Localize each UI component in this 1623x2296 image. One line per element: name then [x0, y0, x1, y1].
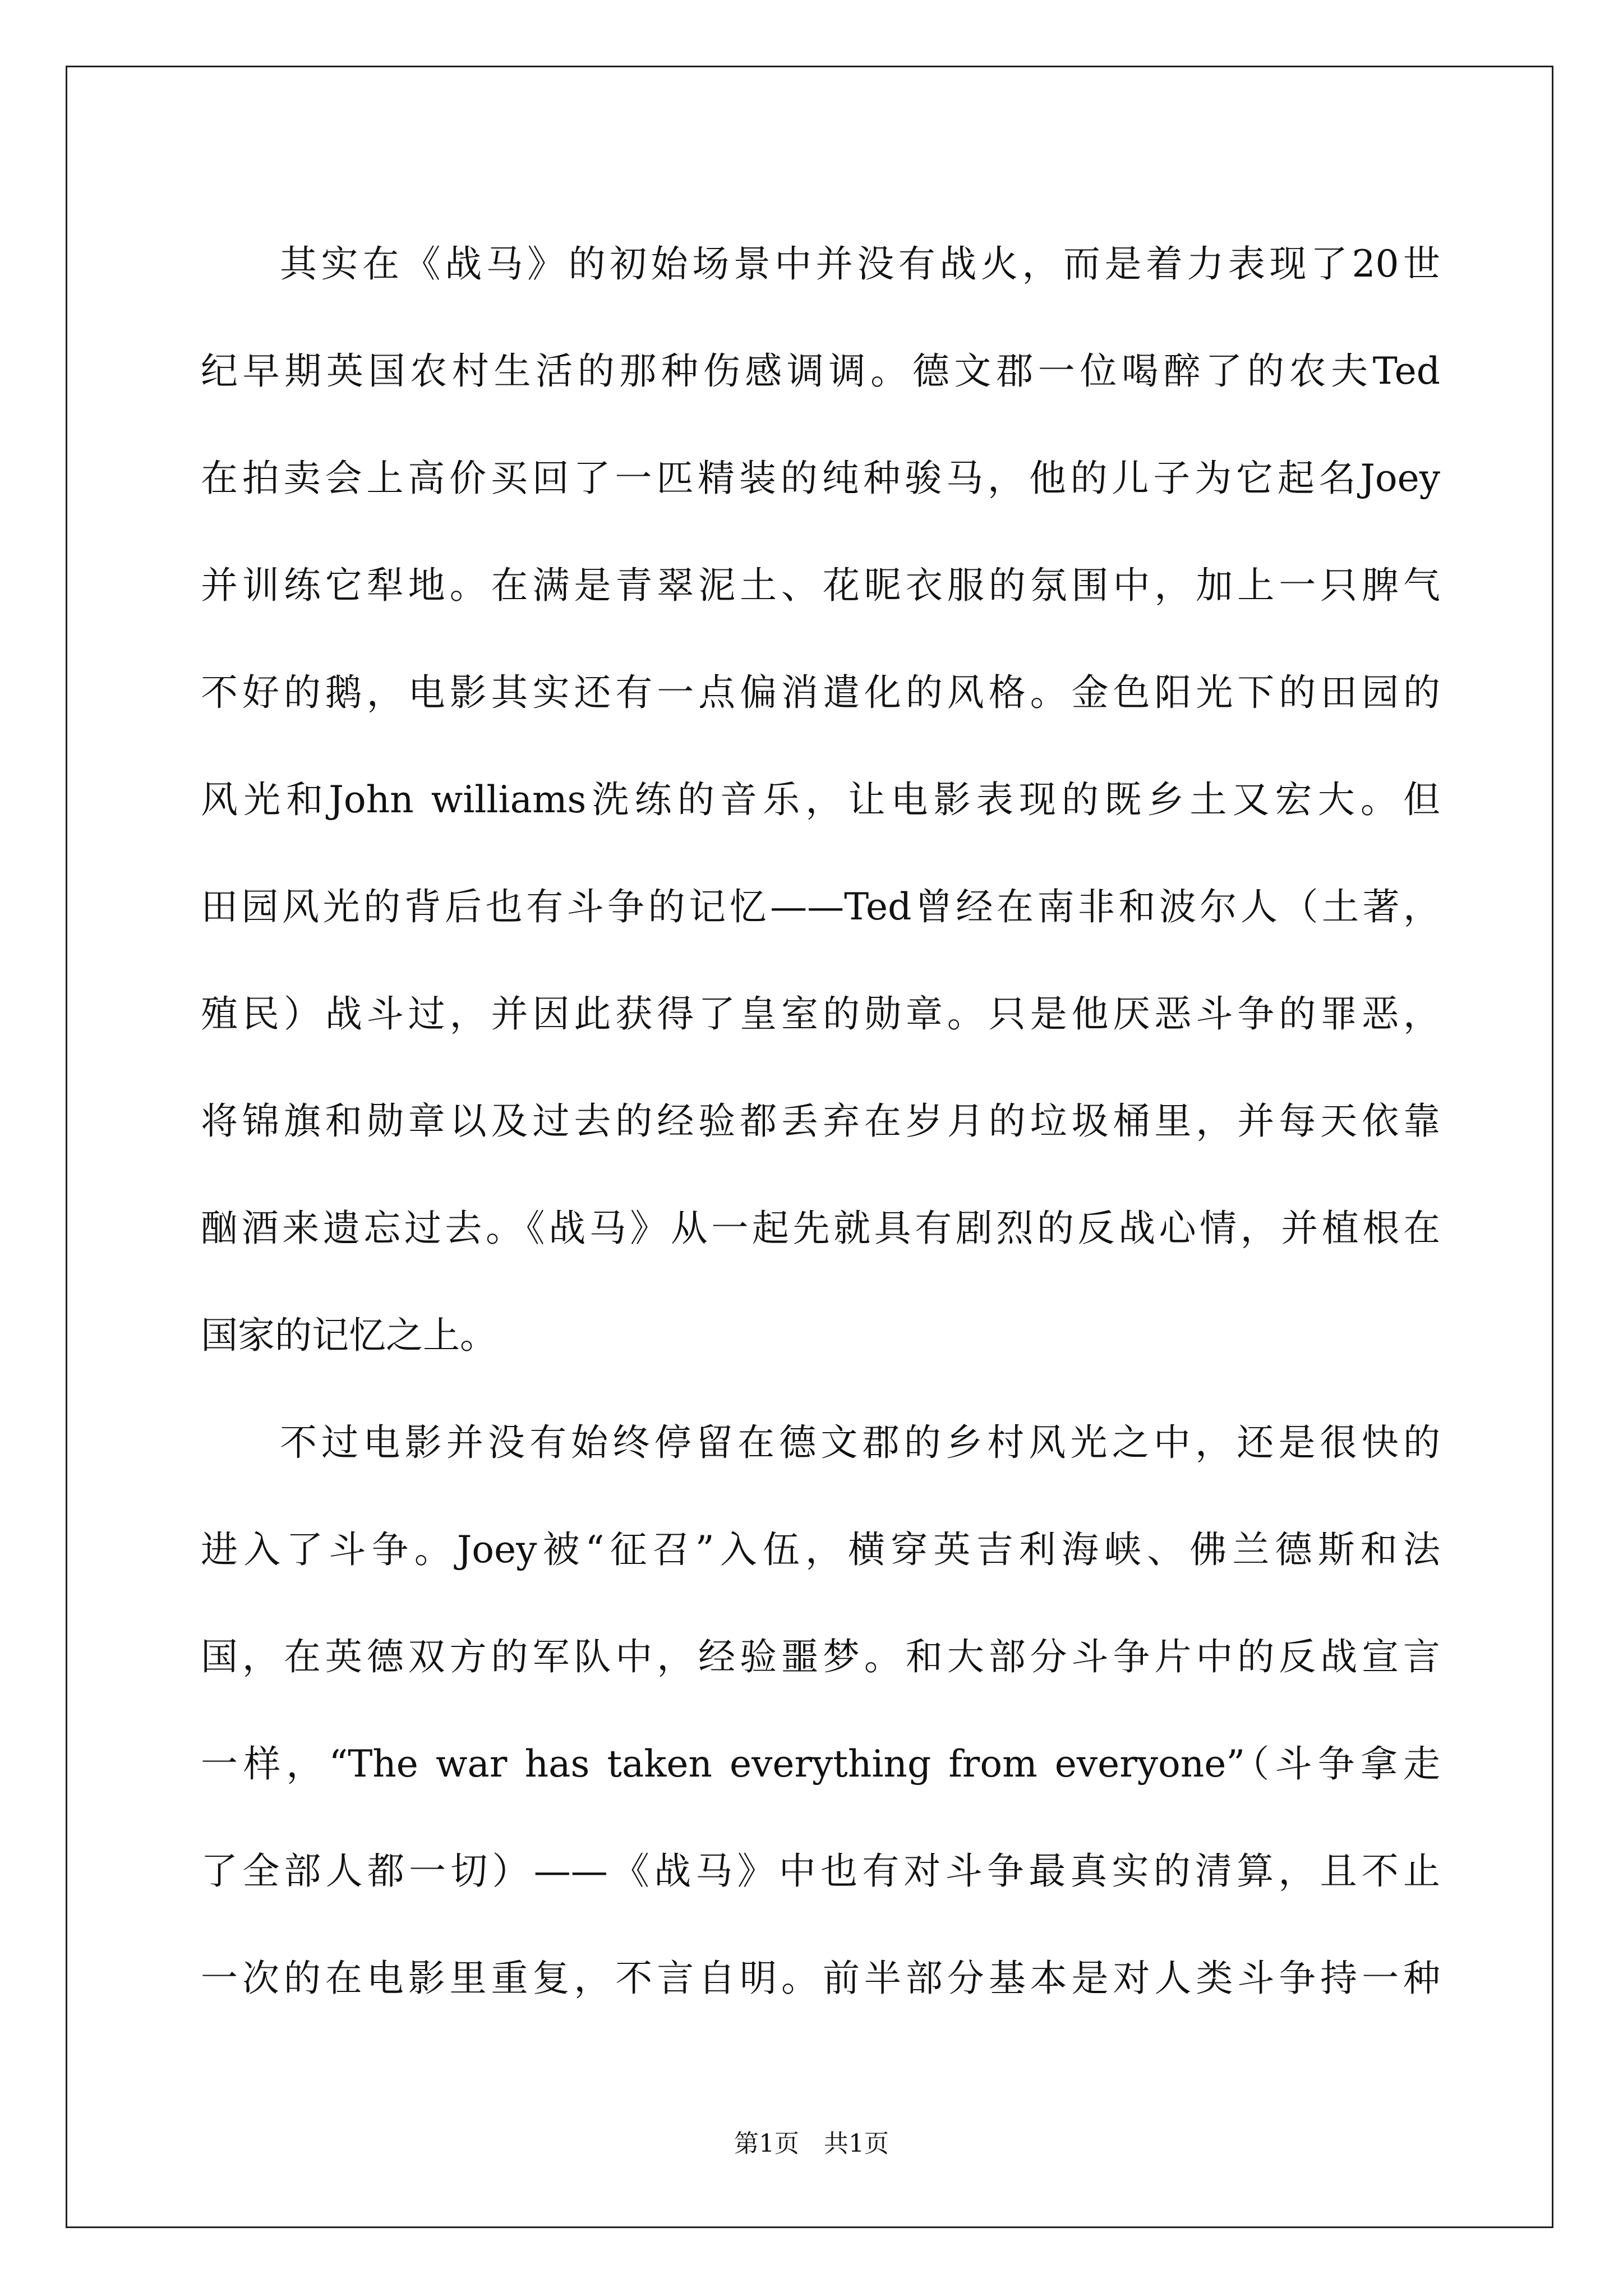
text-line: 进入了斗争。Joey被“征召”入伍，横穿英吉利海峡、佛兰德斯和法 — [201, 1528, 1440, 1571]
text-line: 了全部人都一切）——《战马》中也有对斗争最真实的清算，且不止 — [201, 1849, 1440, 1893]
text-line: 国家的记忆之上。 — [201, 1314, 497, 1357]
page-footer — [0, 2123, 1623, 2159]
text-line: 在拍卖会上高价买回了一匹精装的纯种骏马，他的儿子为它起名Joey — [201, 457, 1440, 500]
text-line: 国，在英德双方的军队中，经验噩梦。和大部分斗争片中的反战宣言 — [201, 1635, 1440, 1678]
text-line: 不过电影并没有始终停留在德文郡的乡村风光之中，还是很快的 — [280, 1421, 1440, 1464]
page-number-label: 第1页 共1页 — [734, 2129, 889, 2158]
text-line: 不好的鹅，电影其实还有一点偏消遣化的风格。金色阳光下的田园的 — [201, 671, 1440, 714]
text-line: 酗酒来遗忘过去。《战马》从一起先就具有剧烈的反战心情，并植根在 — [201, 1207, 1440, 1250]
text-line: 并训练它犁地。在满是青翠泥土、花昵衣服的氛围中，加上一只脾气 — [201, 564, 1440, 607]
text-line: 殖民）战斗过，并因此获得了皇室的勋章。只是他厌恶斗争的罪恶， — [201, 992, 1440, 1036]
text-line: 一样，“The war has taken everything from everyone”（斗争拿走 — [201, 1742, 1440, 1786]
text-line: 将锦旗和勋章以及过去的经验都丢弃在岁月的垃圾桶里，并每天依靠 — [201, 1099, 1440, 1143]
document-body — [201, 210, 1440, 2032]
text-line: 纪早期英国农村生活的那种伤感调调。德文郡一位喝醉了的农夫Ted — [201, 349, 1440, 393]
text-line: 风光和John williams洗练的音乐，让电影表现的既乡土又宏大。但 — [201, 778, 1440, 821]
text-line: 一次的在电影里重复，不言自明。前半部分基本是对人类斗争持一种 — [201, 1957, 1440, 2000]
text-line: 田园风光的背后也有斗争的记忆——Ted曾经在南非和波尔人（土著， — [201, 885, 1440, 928]
text-line: 其实在《战马》的初始场景中并没有战火，而是着力表现了20世 — [280, 242, 1440, 286]
